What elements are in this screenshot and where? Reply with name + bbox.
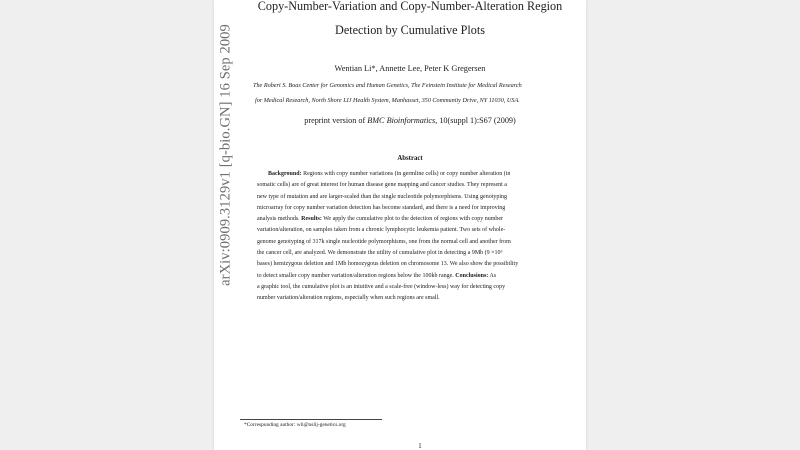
- abstract-line: somatic cells) are of great interest for human disease gene mapping and cancer studies. They represent a: [257, 182, 507, 189]
- abstract-line: [257, 271, 582, 282]
- abstract-line: new type of mutation and are larger-scaled than the single nucleotide polymorphisms. Using genotyping: [257, 193, 508, 200]
- abstract-text: As: [488, 272, 497, 279]
- abstract-text: analysis methods.: [257, 216, 302, 223]
- paper-title-line-2: Detection by Cumulative Plots: [335, 23, 485, 37]
- abstract-line: number variation/alteration regions, especially when such regions are small.: [257, 295, 440, 302]
- abstract-line: the cancer cell, are analyzed. We demonstrate the utility of cumulative plot in detecting a 9Mb (9 ×10⁶: [257, 250, 503, 257]
- footnote-rule: [240, 419, 382, 420]
- abstract-line: [257, 214, 582, 225]
- abstract-line: a graphic tool, the cumulative plot is an intuitive and a scale-free (window-less) way for detecting copy: [257, 283, 506, 290]
- abstract-line: bases) hemizygous deletion and 1Mb homozygous deletion on chromosome 13. We also show the possibility: [257, 261, 519, 268]
- affiliation-line-2: for Medical Research, North Shore LIJ Health System, Manhasset, 350 Community Drive, NY 11030, USA.: [255, 97, 520, 104]
- page-number: 1: [418, 443, 422, 450]
- conclusions-label: Conclusions:: [455, 272, 489, 279]
- results-label: Results:: [301, 216, 322, 223]
- background-label: Background:: [268, 171, 302, 177]
- corresponding-author-footnote: *Corresponding author: wli@nslij-genetics.org: [244, 422, 346, 428]
- authors: Wentian Li*, Annette Lee, Peter K Gregersen: [334, 64, 486, 73]
- affiliation-line-1: The Robert S. Boas Center for Genomics and Human Genetics, The Feinstein Institute for Medical Research: [253, 82, 522, 89]
- abstract-text: Regions with copy number variations (in germline cells) or copy number alteration (in: [301, 171, 511, 177]
- preprint-prefix: preprint version of: [304, 116, 368, 125]
- abstract-text: We apply the cumulative plot to the detection of regions with copy number: [321, 216, 504, 223]
- arxiv-identifier-stamp: arXiv:0909.3129v1 [q-bio.GN] 16 Sep 2009: [217, 24, 234, 286]
- preprint-suffix: , 10(suppl 1):S67 (2009): [435, 116, 516, 125]
- abstract-line: [257, 169, 582, 180]
- journal-name: BMC Bioinformatics: [367, 116, 436, 125]
- abstract-line: genome genotyping of 317k single nucleotide polymorphisms, one from the normal cell and another from: [257, 238, 511, 245]
- abstract-body: [257, 169, 582, 305]
- preprint-note: [240, 116, 580, 125]
- abstract-text: to detect smaller copy number variation/alteration regions below the 100kb range.: [257, 272, 456, 279]
- paper-title-line-1: Copy-Number-Variation and Copy-Number-Alteration Region: [257, 0, 563, 13]
- abstract-heading: Abstract: [397, 155, 423, 162]
- abstract-line: microarray for copy number variation detection has become standard, and there is a need for improving: [257, 204, 506, 211]
- abstract-line: variation/alteration, on samples taken from a chronic lymphocytic leukemia patient. Two sets of whole-: [257, 227, 506, 234]
